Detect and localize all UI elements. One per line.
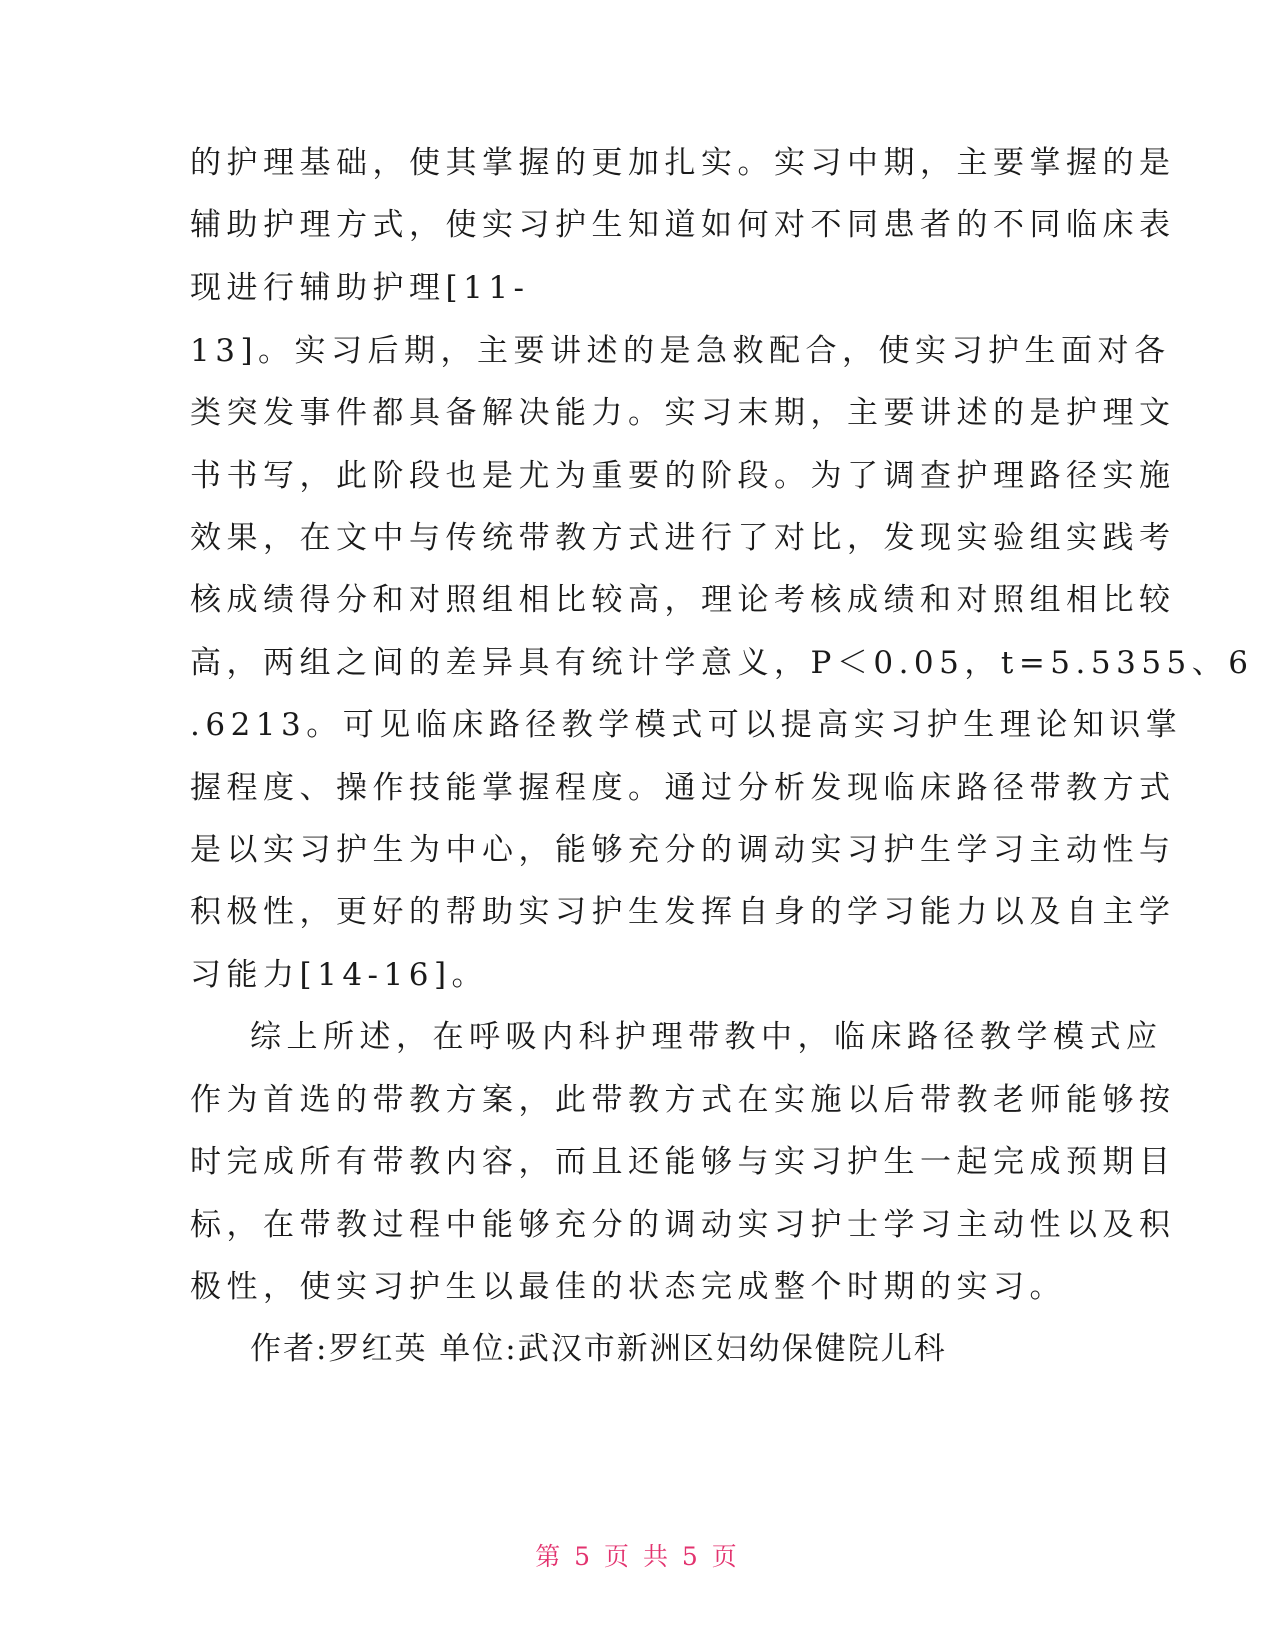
body-line: 效果，在文中与传统带教方式进行了对比，发现实验组实践考: [190, 520, 1176, 556]
body-line: 积极性，更好的帮助实习护生发挥自身的学习能力以及自主学: [190, 894, 1176, 930]
body-line: 极性，使实习护生以最佳的状态完成整个时期的实习。: [190, 1269, 1066, 1305]
body-line: 类突发事件都具备解决能力。实习末期，主要讲述的是护理文: [190, 395, 1176, 431]
body-line: 标，在带教过程中能够充分的调动实习护士学习主动性以及积: [190, 1207, 1176, 1243]
body-line: 习能力[14-16]。: [190, 957, 489, 993]
body-line: 的护理基础，使其掌握的更加扎实。实习中期，主要掌握的是: [190, 145, 1176, 181]
body-line: 是以实习护生为中心，能够充分的调动实习护生学习主动性与: [190, 832, 1176, 868]
body-line: 13]。实习后期，主要讲述的是急救配合，使实习护生面对各: [190, 333, 1171, 369]
body-line: 握程度、操作技能掌握程度。通过分析发现临床路径带教方式: [190, 770, 1176, 806]
body-line: 时完成所有带教内容，而且还能够与实习护生一起完成预期目: [190, 1144, 1176, 1180]
body-line: 作为首选的带教方案，此带教方式在实施以后带教老师能够按: [190, 1082, 1176, 1118]
page-number-footer: 第 5 页 共 5 页: [535, 1542, 740, 1571]
paragraph-start-line: 综上所述，在呼吸内科护理带教中，临床路径教学模式应: [250, 1019, 1163, 1055]
author-affiliation: 作者:罗红英 单位:武汉市新洲区妇幼保健院儿科: [250, 1331, 947, 1367]
body-line: 书书写，此阶段也是尤为重要的阶段。为了调查护理路径实施: [190, 458, 1176, 494]
body-line: .6213。可见临床路径教学模式可以提高实习护生理论知识掌: [190, 707, 1183, 743]
body-line: 现进行辅助护理[11-: [190, 270, 530, 306]
body-line: 高，两组之间的差异具有统计学意义，P＜0.05，t=5.5355、6: [190, 645, 1254, 681]
body-line: 辅助护理方式，使实习护生知道如何对不同患者的不同临床表: [190, 207, 1176, 243]
body-line: 核成绩得分和对照组相比较高，理论考核成绩和对照组相比较: [190, 582, 1176, 618]
